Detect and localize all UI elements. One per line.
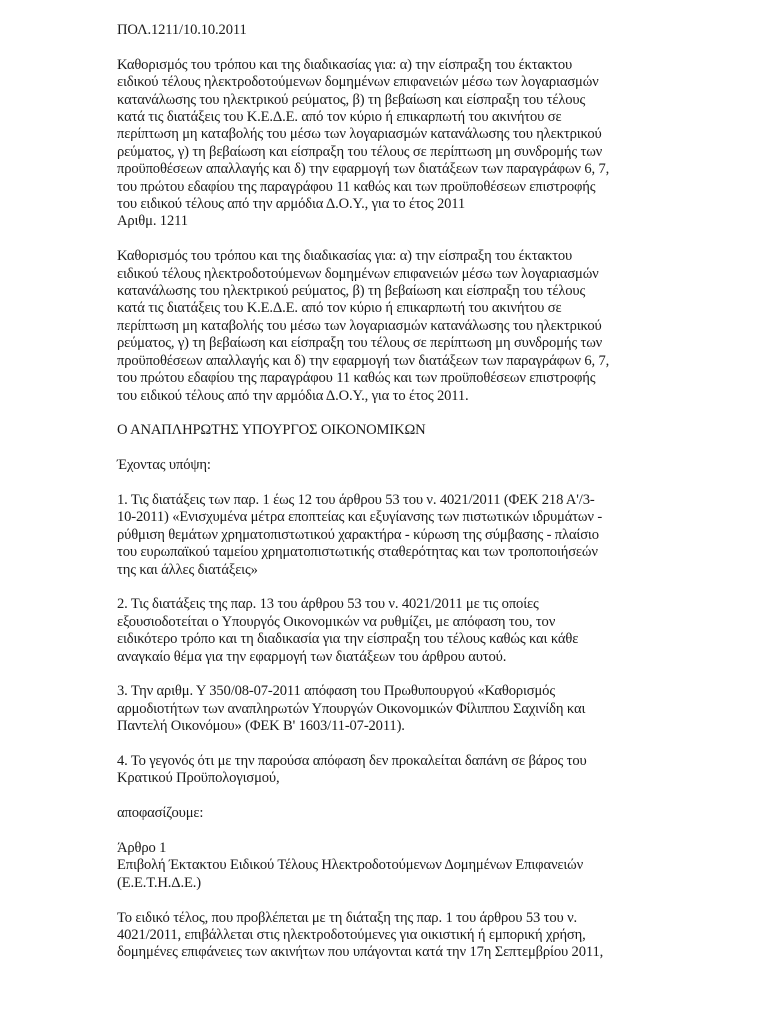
consideration-line: ειδικότερο τρόπο και τη διαδικασία για την είσπραξη του τέλους καθώς και κάθε: [117, 631, 579, 648]
title-line: κατανάλωσης του ηλεκτρικού ρεύματος, β) τη βεβαίωση και είσπραξη του τέλους: [117, 283, 586, 300]
title-line: περίπτωση μη καταβολής του μέσω των λογαριασμών κατανάλωσης του ηλεκτρικού: [117, 126, 602, 143]
article-header: [117, 840, 757, 892]
consideration-item: [117, 492, 757, 579]
consideration-line: αναγκαίο θέμα για την εφαρμογή των διατάξεων του άρθρου αυτού.: [117, 648, 507, 665]
title-line: του ειδικού τέλους από την αρμόδια Δ.Ο.Υ., για το έτος 2011.: [117, 387, 469, 404]
document-title-block: [117, 57, 757, 231]
consideration-line: εξουσιοδοτείται ο Υπουργός Οικονομικών να ρυθμίζει, με απόφαση του, τον: [117, 613, 556, 630]
title-line: Καθορισμός του τρόπου και της διαδικασίας για: α) την είσπραξη του έκτακτου: [117, 248, 573, 265]
article-body: [117, 910, 757, 962]
number-line: Αριθμ. 1211: [117, 213, 188, 230]
reference-line: ΠΟΛ.1211/10.10.2011: [117, 22, 247, 38]
decide-line: αποφασίζουμε:: [117, 805, 204, 822]
consideration-line: του ευρωπαϊκού ταμείου χρηματοπιστωτικής σταθερότητας και των τροποποιήσεών: [117, 544, 598, 561]
consideration-line: 2. Τις διατάξεις της παρ. 13 του άρθρου 53 του ν. 4021/2011 με τις οποίες: [117, 596, 539, 613]
article-body-line: Το ειδικό τέλος, που προβλέπεται με τη διάταξη της παρ. 1 του άρθρου 53 του ν.: [117, 909, 578, 926]
consideration-line: 4. Το γεγονός ότι με την παρούσα απόφαση δεν προκαλείται δαπάνη σε βάρος του: [117, 752, 587, 769]
title-line: προϋποθέσεων απαλλαγής και δ) την εφαρμογή των διατάξεων των παραγράφων 6, 7,: [117, 352, 610, 369]
title-line: περίπτωση μη καταβολής του μέσω των λογαριασμών κατανάλωσης του ηλεκτρικού: [117, 317, 602, 334]
article-title-line: Επιβολή Έκτακτου Ειδικού Τέλους Ηλεκτροδοτούμενων Δομημένων Επιφανειών: [117, 857, 584, 874]
considering-intro: [117, 457, 757, 474]
title-line: του πρώτου εδαφίου της παραγράφου 11 καθώς και των προϋποθέσεων επιστροφής: [117, 178, 596, 195]
title-line: προϋποθέσεων απαλλαγής και δ) την εφαρμογή των διατάξεων των παραγράφων 6, 7,: [117, 161, 610, 178]
considering-line: Έχοντας υπόψη:: [117, 457, 211, 474]
consideration-item: [117, 683, 757, 735]
title-line: κατανάλωσης του ηλεκτρικού ρεύματος, β) τη βεβαίωση και είσπραξη του τέλους: [117, 91, 586, 108]
title-line: ρεύματος, γ) τη βεβαίωση και είσπραξη του τέλους σε περίπτωση μη συνδρομής των: [117, 143, 603, 160]
title-line: ρεύματος, γ) τη βεβαίωση και είσπραξη του τέλους σε περίπτωση μη συνδρομής των: [117, 335, 603, 352]
title-line: του πρώτου εδαφίου της παραγράφου 11 καθώς και των προϋποθέσεων επιστροφής: [117, 370, 596, 387]
consideration-line: της και άλλες διατάξεις»: [117, 561, 258, 578]
title-line: ειδικού τέλους ηλεκτροδοτούμενων δομημένων επιφανειών μέσω των λογαριασμών: [117, 74, 599, 91]
consideration-line: 3. Την αριθμ. Υ 350/08-07-2011 απόφαση του Πρωθυπουργού «Καθορισμός: [117, 683, 555, 700]
title-line: ειδικού τέλους ηλεκτροδοτούμενων δομημένων επιφανειών μέσω των λογαριασμών: [117, 265, 599, 282]
decide-line-block: [117, 805, 757, 822]
consideration-line: Παντελή Οικονόμου» (ΦΕΚ Β' 1603/11-07-2011).: [117, 718, 405, 735]
consideration-line: Κρατικού Προϋπολογισμού,: [117, 770, 280, 787]
consideration-line: 10-2011) «Ενισχυμένα μέτρα εποπτείας και εξυγίανσης των πιστωτικών ιδρυμάτων -: [117, 509, 603, 526]
document-reference: [117, 22, 757, 39]
article-body-line: δομημένες επιφάνειες των ακινήτων που υπάγονται κατά την 17η Σεπτεμβρίου 2011,: [117, 944, 604, 961]
title-line: Καθορισμός του τρόπου και της διαδικασίας για: α) την είσπραξη του έκτακτου: [117, 56, 573, 73]
consideration-item: [117, 753, 757, 788]
title-line: κατά τις διατάξεις του Κ.Ε.Δ.Ε. από τον κύριο ή επικαρπωτή του ακινήτου σε: [117, 109, 562, 126]
authority-line: Ο ΑΝΑΠΛΗΡΩΤΗΣ ΥΠΟΥΡΓΟΣ ΟΙΚΟΝΟΜΙΚΩΝ: [117, 422, 426, 439]
consideration-item: [117, 596, 757, 666]
consideration-line: ρύθμιση θεμάτων χρηματοπιστωτικού χαρακτήρα - κύρωση της σύμβασης - πλαίσιο: [117, 526, 599, 543]
title-line: κατά τις διατάξεις του Κ.Ε.Δ.Ε. από τον κύριο ή επικαρπωτή του ακινήτου σε: [117, 300, 562, 317]
title-line: του ειδικού τέλους από την αρμόδια Δ.Ο.Υ., για το έτος 2011: [117, 196, 466, 213]
consideration-line: 1. Τις διατάξεις των παρ. 1 έως 12 του άρθρου 53 του ν. 4021/2011 (ΦΕΚ 218 Α'/3-: [117, 491, 595, 508]
consideration-line: αρμοδιοτήτων των αναπληρωτών Υπουργών Οικονομικών Φίλιππου Σαχινίδη και: [117, 700, 586, 717]
document-title-repeat: [117, 248, 757, 405]
document-page: [117, 22, 757, 962]
article-body-line: 4021/2011, επιβάλλεται στις ηλεκτροδοτούμενες για οικιστική ή εμπορική χρήση,: [117, 926, 586, 943]
article-title-line: (Ε.Ε.Τ.Η.Δ.Ε.): [117, 874, 202, 891]
authority-heading: [117, 422, 757, 439]
article-heading: Άρθρο 1: [117, 839, 167, 856]
